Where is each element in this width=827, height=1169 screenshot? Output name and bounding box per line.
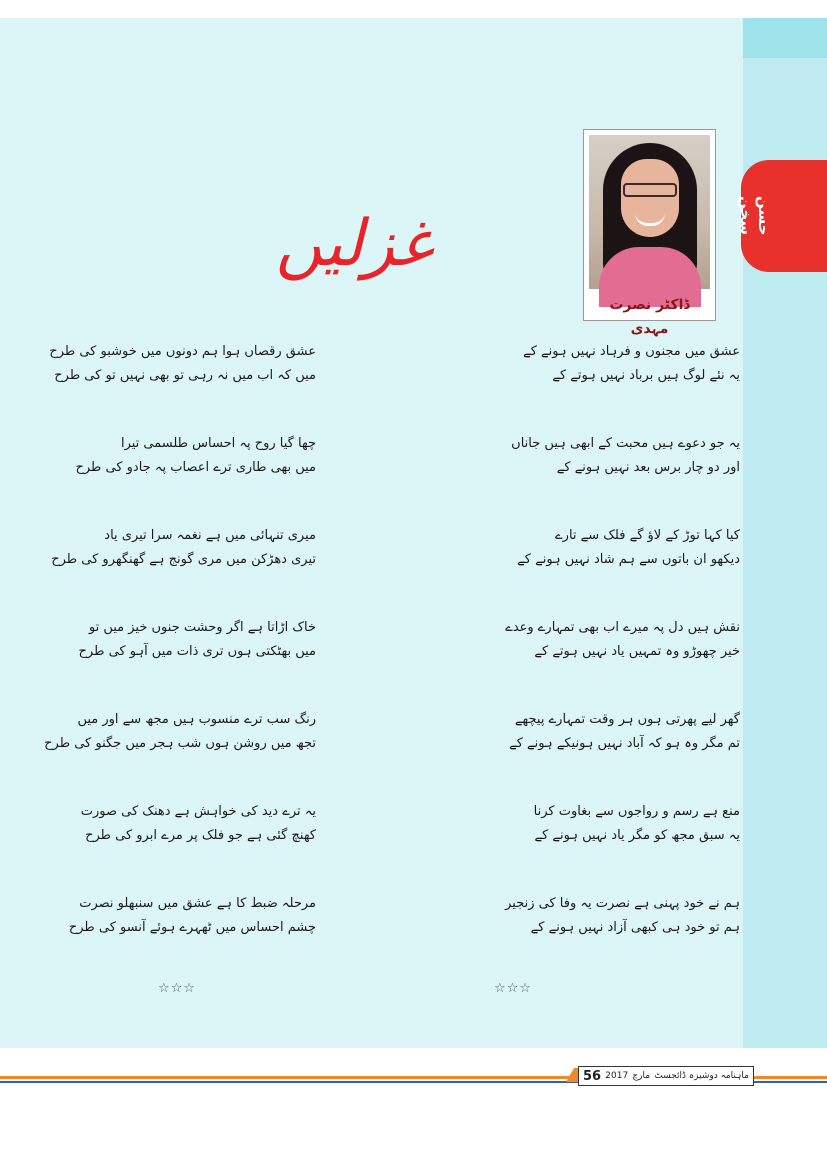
verse-line: یہ جو دعوے ہیں محبت کے ابھی ہیں جاناں xyxy=(511,436,740,451)
verse-line: ہم تو خود ہی کبھی آزاد نہیں ہونے کے xyxy=(530,920,740,935)
verse-line: ہم نے خود پہنی ہے نصرت یہ وفا کی زنجیر xyxy=(505,896,740,911)
verse-line: عشق رقصاں ہوا ہم دونوں میں خوشبو کی طرح xyxy=(49,344,316,359)
verse-line: نقش ہیں دل پہ میرے اب بھی تمہارے وعدے xyxy=(505,620,740,635)
couplet xyxy=(410,708,740,800)
couplet xyxy=(49,340,420,432)
verse-line: خاک اڑاتا ہے اگر وحشت جنوں خیز میں تو xyxy=(88,620,316,635)
stars-divider-left: ☆☆☆ xyxy=(158,981,196,996)
author-photo-frame xyxy=(583,129,716,337)
footer-year: 2017 xyxy=(605,1071,629,1081)
verse-line: اور دو چار برس بعد نہیں ہونے کے xyxy=(556,460,740,475)
glasses xyxy=(623,183,677,197)
verse-line: خیر چھوڑو وہ تمہیں یاد نہیں ہوتے کے xyxy=(534,644,740,659)
page-number: 56 xyxy=(583,1068,602,1084)
footer-magazine: ماہنامہ دوشیزہ ڈائجسٹ xyxy=(654,1071,749,1081)
page xyxy=(0,18,827,1048)
verse-line: یہ ترے دید کی خواہش ہے دھنک کی صورت xyxy=(80,804,316,819)
verse-line: تم مگر وہ ہو کہ آباد نہیں ہونیکے ہونے کے xyxy=(509,736,740,751)
verse-line: چشم احساس میں ٹھہرے ہوئے آنسو کی طرح xyxy=(68,920,316,935)
couplet xyxy=(410,800,740,892)
verse-line: یہ سبق مجھ کو مگر یاد نہیں ہونے کے xyxy=(534,828,740,843)
section-tab xyxy=(737,160,827,272)
verse-line: عشق میں مجنوں و فرہاد نہیں ہونے کے xyxy=(523,344,740,359)
side-strip-top xyxy=(743,18,827,58)
couplet xyxy=(80,800,420,892)
author-photo xyxy=(589,135,710,289)
couplet xyxy=(75,432,420,524)
ghazal-right xyxy=(410,340,740,984)
author-caption: ڈاکٹر نصرت مہدی xyxy=(609,297,690,337)
couplet xyxy=(410,892,740,984)
verse-line: مرحلہ ضبط کا ہے عشق میں سنبھلو نصرت xyxy=(79,896,316,911)
verse-line: میری تنہائی میں ہے نغمہ سرا تیری یاد xyxy=(104,528,316,543)
verse-line: گھر لیے پھرتی ہوں ہر وقت تمہارے پیچھے xyxy=(514,712,740,727)
verse-line: میں بھی طاری ترے اعصاب پہ جادو کی طرح xyxy=(75,460,316,475)
couplet xyxy=(78,616,420,708)
couplet xyxy=(44,708,420,800)
verse-line: رنگ سب ترے منسوب ہیں مجھ سے اور میں xyxy=(77,712,316,727)
verse-line: دیکھو ان باتوں سے ہم شاد نہیں ہونے کے xyxy=(517,552,740,567)
footer-month: مارچ xyxy=(632,1071,651,1081)
page-title: غزلیں xyxy=(275,207,432,281)
stars-divider-right: ☆☆☆ xyxy=(494,981,532,996)
couplet xyxy=(410,340,740,432)
verse-line: چھا گیا روح پہ احساس طلسمی تیرا xyxy=(120,436,316,451)
couplet xyxy=(410,524,740,616)
verse-line: تیری دھڑکن میں مری گونج ہے گھنگھرو کی طرح xyxy=(51,552,316,567)
verse-line: کیا کہا توڑ کے لاؤ گے فلک سے تارے xyxy=(555,528,740,543)
verse-line: کھنچ گئی ہے جو فلک پر مرے ابرو کی طرح xyxy=(85,828,316,843)
footer-page-box xyxy=(578,1066,754,1086)
verse-line: تجھ میں روشن ہوں شب ہجر میں جگنو کی طرح xyxy=(44,736,316,751)
couplet xyxy=(68,892,420,984)
couplet xyxy=(410,432,740,524)
section-tab-label: حسن سخن xyxy=(737,196,773,236)
couplet xyxy=(51,524,420,616)
verse-line: میں بھٹکتی ہوں تری ذات میں آہو کی طرح xyxy=(78,644,316,659)
verse-line: میں کہ اب میں نہ رہی تو بھی نہیں تو کی طرح xyxy=(54,368,316,383)
couplet xyxy=(410,616,740,708)
ghazal-left xyxy=(44,340,420,984)
verse-line: یہ نئے لوگ ہیں برباد نہیں ہوتے کے xyxy=(552,368,740,383)
verse-line: منع ہے رسم و رواجوں سے بغاوت کرنا xyxy=(533,804,740,819)
